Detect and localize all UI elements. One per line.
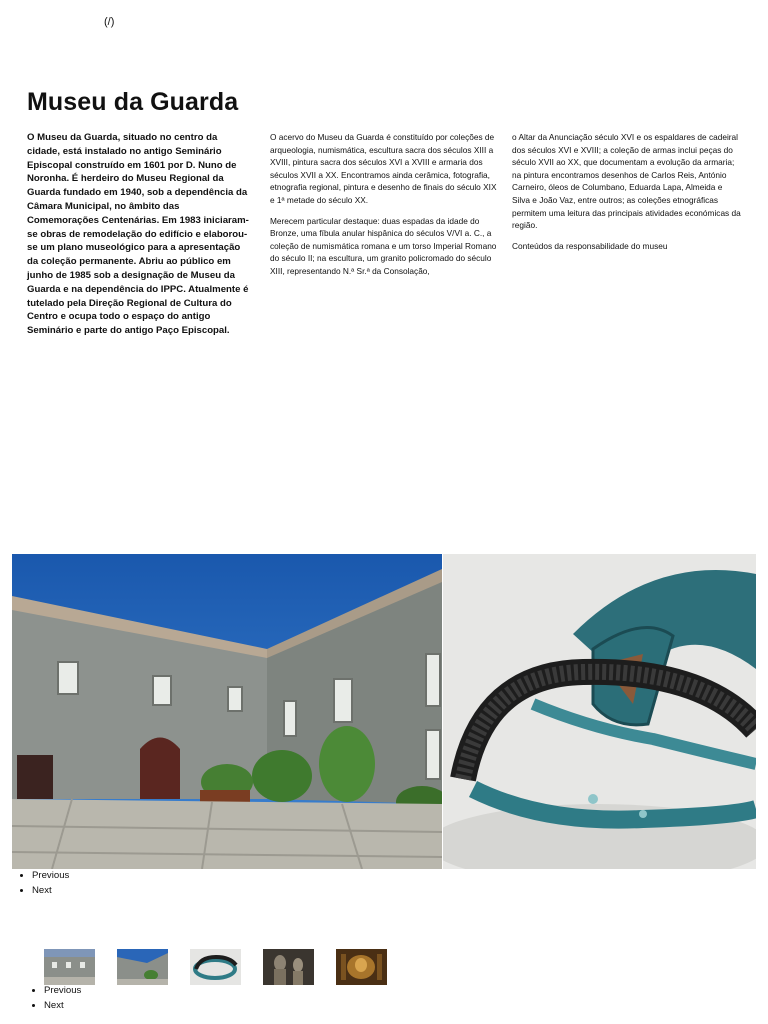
slider-nav [20, 869, 69, 898]
slide-fibula-photo [443, 554, 756, 869]
highlights-continued-paragraph: o Altar da Anunciação século XVI e os espaldares de cadeiral dos séculos XVI e XVIII; a coleção de armas inclui peças do século XVII ao XX, que documentam a evolução da armaria; na pintura encontramos desenhos de Carlos Reis, António Carneiro, óleos de Columbano, Eduarda Lapa, Almeida e Silva e João Vaz, entre outros; as coleções etnográficas permitem uma leitura das principais atividades económicas da região. [512, 132, 741, 231]
slider-prev-item [32, 869, 69, 884]
thumbnail-courtyard-2[interactable] [117, 949, 168, 985]
thumbnail-next-link[interactable]: Next [44, 999, 64, 1011]
thumbnail-sculpture[interactable] [263, 949, 314, 985]
intro-paragraph: O Museu da Guarda, situado no centro da cidade, está instalado no antigo Seminário Episcopal construído em 1601 por D. Nuno de Noronha. É herdeiro do Museu Regional da Guarda fundado em 1940, sob a dependência da Câmara Municipal, no âmbito das Comemorações Centenárias. Em 1983 iniciaram-se obras de remodelação do edifício e elaborou-se um plano museológico para a apresentação da coleção permanente. Abriu ao público em junho de 1985 sob a designação de Museu da Guarda e na dependência do IPPC. Atualmente é tutelado pela Direção Regional de Cultura do Centro e ocupa todo o espaço do antigo Seminário e parte do antigo Paço Episcopal. [27, 132, 249, 337]
thumbnail-fibula[interactable] [190, 949, 241, 985]
thumbnail-next-item [44, 999, 81, 1014]
thumbnail-prev-item [44, 984, 81, 999]
thumbnail-gilded-altar[interactable] [336, 949, 387, 985]
intro-column [27, 131, 253, 346]
image-slider[interactable] [12, 554, 756, 869]
slide-courtyard-photo [12, 554, 442, 869]
home-link[interactable]: (/) [104, 16, 115, 28]
thumbnail-nav [32, 984, 81, 1013]
thumbnail-courtyard-1[interactable] [44, 949, 95, 985]
slider-next-link[interactable]: Next [32, 884, 52, 896]
highlights-continued-column [512, 131, 742, 260]
page-title: Museu da Guarda [27, 88, 239, 116]
collection-column [270, 131, 498, 286]
thumbnail-previous-link[interactable]: Previous [44, 985, 82, 996]
slider-previous-link[interactable]: Previous [32, 870, 70, 881]
content-credit: Conteúdos da responsabilidade do museu [512, 240, 668, 251]
slider-next-item [32, 884, 69, 899]
collection-paragraph: O acervo do Museu da Guarda é constituído por coleções de arqueologia, numismática, escultura sacra dos séculos XIII a XVIII, pintura sacra dos séculos XVI a XVIII e armaria dos séculos XVII a XX. Encontramos ainda cerâmica, fotografia, etnografia regional, pintura e desenho de finais do século XIX e 1ª metade do século XX. [270, 132, 497, 205]
highlights-paragraph: Merecem particular destaque: duas espadas da idade do Bronze, uma fíbula anular hispânica do séculos V/VI a. C., a coleção de numismática romana e um torso Imperial Romano do século II; na escultura, um granito policromado do século XIII, representando N.ª Sr.ª da Consolação, [270, 215, 497, 276]
